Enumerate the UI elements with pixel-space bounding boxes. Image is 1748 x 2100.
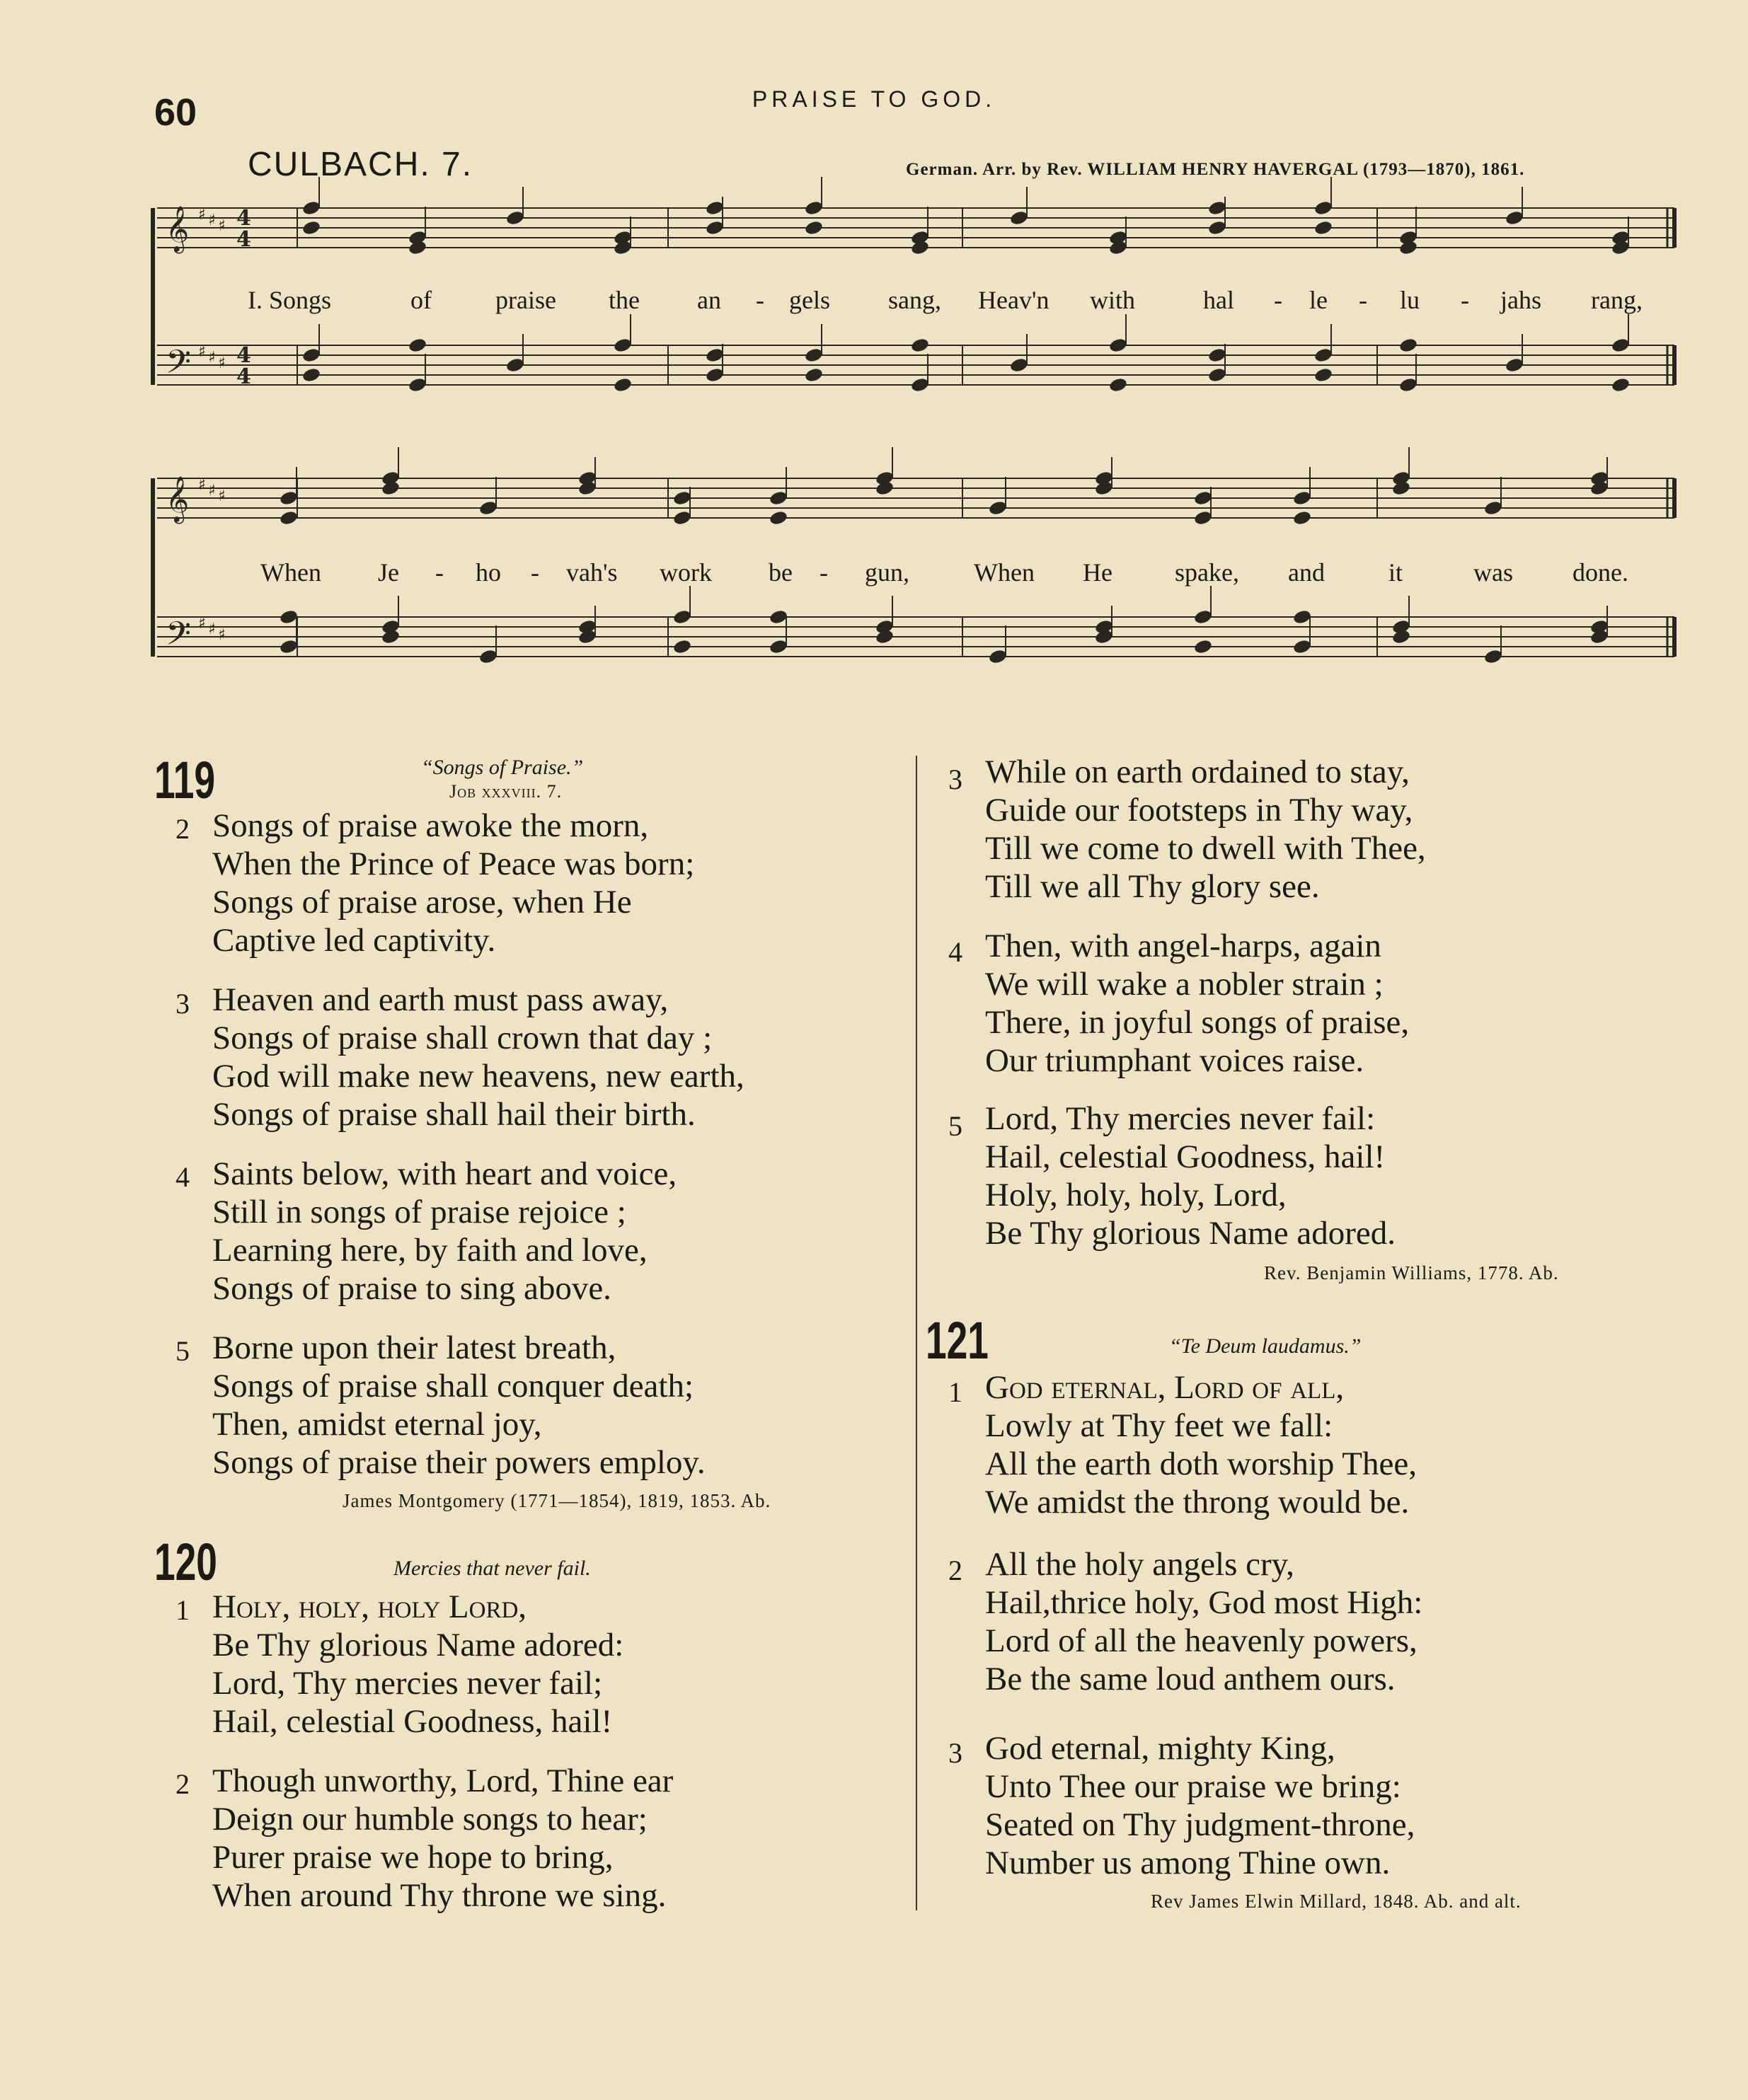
time-signature-top: 4 — [236, 343, 251, 368]
verse-line: Our triumphant voices raise. — [985, 1042, 1364, 1079]
verse-line: Lowly at Thy feet we fall: — [985, 1407, 1333, 1444]
verse-line: Songs of praise to sing above. — [212, 1270, 611, 1307]
verse-line: Till we come to dwell with Thee, — [985, 830, 1426, 867]
note-head — [613, 337, 633, 353]
lyric-syllable: vah's — [566, 558, 618, 587]
verse-line: All the earth doth worship Thee, — [985, 1446, 1417, 1482]
note-head — [279, 490, 299, 506]
hymn-number: 119 — [154, 751, 215, 809]
note-head — [408, 337, 427, 353]
verse-line: Borne upon their latest breath, — [212, 1329, 616, 1366]
verse-line: Be the same loud anthem ours. — [985, 1661, 1396, 1697]
note-head — [804, 347, 824, 363]
verse-line: Songs of praise their powers employ. — [212, 1444, 706, 1481]
lyric-syllable: - — [1274, 286, 1282, 314]
stanza — [985, 753, 1426, 906]
stanza-number: 1 — [176, 1594, 190, 1626]
note-head — [910, 337, 930, 353]
note-head — [1193, 490, 1213, 506]
lyric-syllable: an — [697, 286, 721, 314]
verse-line: Holy, holy, holy Lord, — [212, 1588, 527, 1625]
stanza-number: 1 — [948, 1376, 962, 1408]
verse-line: God eternal, mighty King, — [985, 1730, 1335, 1767]
stanza — [985, 1729, 1415, 1882]
sharp-sign: ♯ — [208, 349, 216, 367]
note-head — [408, 376, 427, 393]
verse-line: Lord, Thy mercies never fail; — [212, 1665, 603, 1702]
lyric-syllable: done. — [1572, 558, 1628, 587]
note-head — [613, 376, 633, 393]
verse-line: Holy, holy, holy, Lord, — [985, 1177, 1287, 1213]
note-head — [1108, 376, 1128, 393]
lyric-syllable: - — [756, 286, 764, 314]
lyric-syllable: with — [1090, 286, 1136, 314]
note-head — [279, 638, 299, 654]
verse-line: We will wake a nobler strain ; — [985, 966, 1384, 1003]
note-head — [1207, 347, 1227, 363]
sharp-sign: ♯ — [198, 476, 206, 494]
lyric-syllable: - — [820, 558, 828, 587]
note-head — [1207, 200, 1227, 216]
bass-clef: 𝄢 — [166, 343, 192, 389]
note-head — [705, 219, 725, 236]
treble-clef: 𝄞 — [166, 476, 190, 522]
note-head — [478, 648, 498, 664]
lyric-syllable: - — [1359, 286, 1367, 314]
lyric-syllable: I. Songs — [248, 286, 332, 314]
verse-line: All the holy angels cry, — [985, 1546, 1294, 1583]
note-head — [1193, 608, 1213, 625]
stanza — [985, 1368, 1417, 1521]
note-head — [705, 347, 725, 363]
note-head — [1292, 638, 1312, 654]
note-head — [1611, 337, 1631, 353]
time-signature-top: 4 — [236, 206, 251, 231]
verse-line: Hail, celestial Goodness, hail! — [212, 1703, 613, 1740]
sharp-sign: ♯ — [218, 487, 226, 505]
sharp-sign: ♯ — [208, 482, 216, 500]
note-head — [301, 219, 321, 236]
note-head — [505, 209, 525, 226]
note-head — [301, 347, 321, 363]
music-score — [0, 0, 1748, 708]
verse-line: Heaven and earth must pass away, — [212, 981, 669, 1018]
verse-line: While on earth ordained to stay, — [985, 754, 1410, 790]
note-head — [1313, 200, 1333, 216]
lyric-syllable: and — [1288, 558, 1325, 587]
note-head — [804, 200, 824, 216]
note-head — [505, 357, 525, 373]
hymn-number: 120 — [154, 1533, 217, 1591]
note-head — [1292, 509, 1312, 526]
verse-line: When the Prince of Peace was born; — [212, 846, 695, 882]
tune-name: CULBACH. 7. — [248, 146, 473, 183]
bass-clef: 𝄢 — [166, 615, 192, 661]
lyric-syllable: work — [660, 558, 712, 587]
time-signature-bottom: 4 — [236, 364, 251, 389]
lyric-syllable: When — [974, 558, 1035, 587]
note-head — [1207, 367, 1227, 383]
note-head — [1505, 209, 1524, 226]
verse-line: Lord of all the heavenly powers, — [985, 1622, 1418, 1659]
treble-clef: 𝄞 — [166, 206, 190, 252]
note-head — [1398, 376, 1418, 393]
note-head — [705, 200, 725, 216]
verse-line-text: God eternal, Lord of all, — [985, 1369, 1345, 1406]
running-head: PRAISE TO GOD. — [752, 86, 996, 112]
hymn-number: 121 — [926, 1311, 989, 1370]
note-head — [1207, 219, 1227, 236]
stanza-number: 5 — [948, 1110, 962, 1142]
verse-line: Learning here, by faith and love, — [212, 1232, 648, 1269]
note-head — [769, 638, 788, 654]
lyric-syllable: ho — [476, 558, 501, 587]
verse-line: Saints below, with heart and voice, — [212, 1155, 677, 1192]
author-credit: Rev James Elwin Millard, 1848. Ab. and alt. — [1151, 1891, 1522, 1912]
lyric-syllable: gels — [789, 286, 830, 314]
note-head — [769, 509, 788, 526]
lyric-syllable: sang, — [888, 286, 941, 314]
note-head — [910, 376, 930, 393]
lyric-syllable: be — [769, 558, 793, 587]
verse-line: Then, with angel-harps, again — [985, 928, 1381, 964]
verse-line: Songs of praise awoke the morn, — [212, 807, 649, 844]
note-head — [1009, 209, 1029, 226]
stanza-number: 5 — [176, 1335, 190, 1367]
sharp-sign: ♯ — [218, 354, 226, 372]
lyric-syllable: - — [1461, 286, 1469, 314]
sharp-sign: ♯ — [208, 212, 216, 229]
lyric-syllable: He — [1083, 558, 1112, 587]
stanza-number: 2 — [176, 1768, 190, 1800]
verse-line: Purer praise we hope to bring, — [212, 1839, 614, 1876]
verse-line: Captive led captivity. — [212, 922, 496, 959]
note-head — [1193, 509, 1213, 526]
sharp-sign: ♯ — [198, 615, 206, 633]
verse-line: God will make new heavens, new earth, — [212, 1058, 744, 1095]
stanza — [985, 1100, 1396, 1252]
verse-line: Be Thy glorious Name adored. — [985, 1215, 1396, 1252]
hymn-title: “Songs of Praise.” — [421, 756, 584, 779]
note-head — [1483, 648, 1503, 664]
note-head — [301, 200, 321, 216]
note-head — [279, 608, 299, 625]
verse-line: When around Thy throne we sing. — [212, 1877, 667, 1914]
page-number: 60 — [154, 91, 197, 134]
lyric-syllable: gun, — [865, 558, 909, 587]
stanza-number: 3 — [948, 1737, 962, 1769]
tune-attribution: German. Arr. by Rev. WILLIAM HENRY HAVERGAL (1793—1870), 1861. — [906, 160, 1525, 179]
verse-line — [985, 1368, 1417, 1407]
sharp-sign: ♯ — [198, 206, 206, 224]
lyric-syllable: - — [435, 558, 444, 587]
verse-line: Be Thy glorious Name adored: — [212, 1627, 624, 1663]
stanza — [212, 1155, 677, 1308]
note-head — [478, 500, 498, 516]
verse-line: Seated on Thy judgment-throne, — [985, 1806, 1415, 1843]
verse-line: Deign our humble songs to hear; — [212, 1801, 648, 1837]
note-head — [1313, 219, 1333, 236]
note-head — [1505, 357, 1524, 373]
lyric-syllable: hal — [1203, 286, 1234, 314]
verse-line: Still in songs of praise rejoice ; — [212, 1194, 626, 1230]
sharp-sign: ♯ — [198, 343, 206, 361]
note-head — [1611, 376, 1631, 393]
lyric-syllable: When — [260, 558, 321, 587]
column-divider — [916, 756, 917, 1910]
stanza-number: 4 — [176, 1161, 190, 1193]
note-head — [769, 608, 788, 625]
verse-line: We amidst the throng would be. — [985, 1484, 1410, 1521]
sharp-sign: ♯ — [208, 621, 216, 638]
stanza — [212, 1762, 673, 1915]
note-head — [705, 367, 725, 383]
note-head — [672, 490, 692, 506]
note-head — [769, 490, 788, 506]
stanza-number: 2 — [948, 1554, 962, 1586]
note-head — [1313, 367, 1333, 383]
note-head — [1009, 357, 1029, 373]
verse-line: Unto Thee our praise we bring: — [985, 1768, 1401, 1805]
lyric-syllable: it — [1388, 558, 1403, 587]
lyric-syllable: of — [410, 286, 432, 314]
lyric-syllable: spake, — [1175, 558, 1239, 587]
author-credit: James Montgomery (1771—1854), 1819, 1853. Ab. — [343, 1490, 771, 1511]
lyric-syllable: le — [1309, 286, 1328, 314]
note-head — [804, 219, 824, 236]
note-head — [988, 648, 1008, 664]
stanza — [212, 807, 694, 959]
stanza — [212, 1588, 623, 1741]
stanza-number: 3 — [948, 763, 962, 795]
verse-line: Lord, Thy mercies never fail: — [985, 1100, 1376, 1137]
stanza — [212, 981, 744, 1133]
stanza — [985, 1545, 1422, 1698]
scripture-reference: Job xxxviii. 7. — [449, 781, 563, 802]
sharp-sign: ♯ — [218, 217, 226, 235]
verse-line: Songs of praise shall hail their birth. — [212, 1096, 696, 1133]
note-head — [1313, 347, 1333, 363]
stanza-number: 3 — [176, 988, 190, 1020]
note-head — [804, 367, 824, 383]
note-head — [1398, 337, 1418, 353]
note-head — [988, 500, 1008, 516]
author-credit: Rev. Benjamin Williams, 1778. Ab. — [1264, 1262, 1559, 1283]
note-head — [672, 638, 692, 654]
stanza — [985, 927, 1409, 1080]
lyric-syllable: lu — [1400, 286, 1420, 314]
lyric-syllable: Heav'n — [978, 286, 1050, 314]
sharp-sign: ♯ — [218, 626, 226, 644]
stanza-number: 2 — [176, 813, 190, 845]
time-signature-bottom: 4 — [236, 227, 251, 252]
stanza — [212, 1329, 706, 1482]
verse-line: Then, amidst eternal joy, — [212, 1406, 542, 1443]
note-head — [1483, 500, 1503, 516]
lyric-syllable: Je — [378, 558, 399, 587]
verse-line: Number us among Thine own. — [985, 1845, 1391, 1881]
verse-line: Hail,thrice holy, God most High: — [985, 1584, 1423, 1621]
verse-line: Though unworthy, Lord, Thine ear — [212, 1762, 674, 1799]
verse-line: Songs of praise shall conquer death; — [212, 1368, 694, 1404]
note-head — [672, 608, 692, 625]
lyric-syllable: jahs — [1500, 286, 1541, 314]
lyric-syllable: praise — [495, 286, 556, 314]
note-head — [1292, 490, 1312, 506]
note-head — [1108, 337, 1128, 353]
note-head — [672, 509, 692, 526]
lyric-syllable: rang, — [1591, 286, 1643, 314]
verse-line: Hail, celestial Goodness, hail! — [985, 1138, 1386, 1175]
note-head — [301, 367, 321, 383]
note-head — [279, 509, 299, 526]
note-head — [1193, 638, 1213, 654]
hymn-title: Mercies that never fail. — [393, 1557, 591, 1580]
lyric-syllable: was — [1473, 558, 1513, 587]
lyric-syllable: - — [531, 558, 539, 587]
stanza-number: 4 — [948, 936, 962, 968]
hymn-title: “Te Deum laudamus.” — [1169, 1334, 1362, 1358]
note-head — [1292, 608, 1312, 625]
verse-line: There, in joyful songs of praise, — [985, 1004, 1410, 1041]
verse-line: Guide our footsteps in Thy way, — [985, 792, 1413, 829]
verse-line: Songs of praise shall crown that day ; — [212, 1020, 713, 1056]
verse-line: Songs of praise arose, when He — [212, 884, 632, 921]
verse-line: Till we all Thy glory see. — [985, 868, 1320, 905]
lyric-syllable: the — [609, 286, 640, 314]
